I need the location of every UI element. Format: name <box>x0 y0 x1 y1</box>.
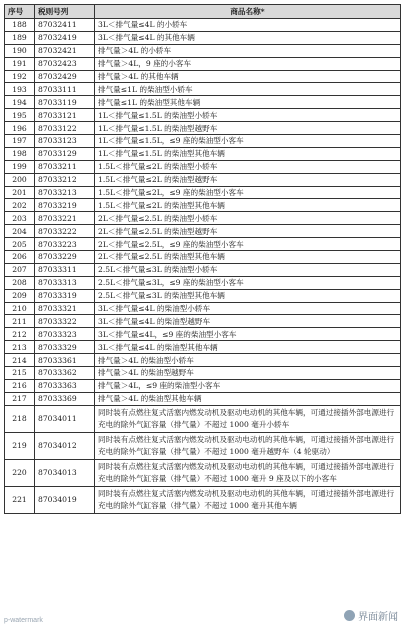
row-tariff-code: 87033361 <box>35 354 95 367</box>
row-index: 210 <box>5 302 35 315</box>
row-index: 198 <box>5 147 35 160</box>
row-tariff-code: 87033213 <box>35 186 95 199</box>
table-row <box>5 238 401 251</box>
table-row <box>5 367 401 380</box>
table-row <box>5 199 401 212</box>
row-tariff-code: 87034013 <box>35 459 95 486</box>
row-tariff-code: 87032429 <box>35 70 95 83</box>
table-row <box>5 186 401 199</box>
row-index: 193 <box>5 83 35 96</box>
row-tariff-code: 87033221 <box>35 212 95 225</box>
row-product-name: 排气量＞4L 的小轿车 <box>95 44 401 57</box>
table-row <box>5 44 401 57</box>
row-product-name: 排气量≤1L 的柴油型小轿车 <box>95 83 401 96</box>
row-product-name: 1L＜排气量≤1.5L，≤9 座的柴油型小客车 <box>95 135 401 148</box>
row-product-name: 1.5L＜排气量≤2L 的柴油型小轿车 <box>95 160 401 173</box>
row-tariff-code: 87033219 <box>35 199 95 212</box>
row-index: 215 <box>5 367 35 380</box>
row-tariff-code: 87034012 <box>35 432 95 459</box>
row-tariff-code: 87034011 <box>35 405 95 432</box>
row-index: 194 <box>5 96 35 109</box>
row-index: 213 <box>5 341 35 354</box>
row-product-name: 排气量＞4L 的柴油型小轿车 <box>95 354 401 367</box>
row-index: 221 <box>5 486 35 513</box>
table-row <box>5 459 401 486</box>
row-index: 188 <box>5 19 35 32</box>
table-row <box>5 432 401 459</box>
row-product-name: 1.5L＜排气量≤2L，≤9 座的柴油型小客车 <box>95 186 401 199</box>
table-row <box>5 379 401 392</box>
table-row <box>5 225 401 238</box>
row-tariff-code: 87033369 <box>35 392 95 405</box>
table-row <box>5 160 401 173</box>
row-index: 200 <box>5 173 35 186</box>
row-product-name: 同时装有点燃往复式活塞内燃发动机及驱动电动机的其他车辆，可通过接插外部电源进行充电的除外气缸容量（排气量）不超过 1000 毫升越野车（4 轮驱动） <box>95 432 401 459</box>
header-index: 序号 <box>5 5 35 19</box>
row-index: 196 <box>5 122 35 135</box>
row-index: 207 <box>5 263 35 276</box>
table-row <box>5 31 401 44</box>
row-tariff-code: 87033222 <box>35 225 95 238</box>
table-row <box>5 302 401 315</box>
table-row <box>5 486 401 513</box>
table-row <box>5 212 401 225</box>
row-product-name: 1L＜排气量≤1.5L 的柴油型小轿车 <box>95 109 401 122</box>
row-product-name: 1L＜排气量≤1.5L 的柴油型越野车 <box>95 122 401 135</box>
row-index: 202 <box>5 199 35 212</box>
header-tariff-code: 税则号列 <box>35 5 95 19</box>
watermark-text: 界面新闻 <box>358 612 398 623</box>
row-tariff-code: 87033111 <box>35 83 95 96</box>
row-tariff-code: 87033323 <box>35 328 95 341</box>
row-product-name: 排气量＞4L，≤9 座的柴油型小客车 <box>95 379 401 392</box>
row-index: 216 <box>5 379 35 392</box>
table-row <box>5 57 401 70</box>
row-index: 203 <box>5 212 35 225</box>
row-tariff-code: 87032411 <box>35 19 95 32</box>
row-index: 205 <box>5 238 35 251</box>
row-tariff-code: 87032423 <box>35 57 95 70</box>
table-row <box>5 70 401 83</box>
table-row <box>5 96 401 109</box>
row-tariff-code: 87033123 <box>35 135 95 148</box>
row-product-name: 2L＜排气量≤2.5L 的柴油型小轿车 <box>95 212 401 225</box>
row-product-name: 3L＜排气量≤4L 的柴油型其他车辆 <box>95 341 401 354</box>
row-tariff-code: 87033212 <box>35 173 95 186</box>
row-tariff-code: 87033363 <box>35 379 95 392</box>
tariff-table <box>4 4 401 514</box>
table-row <box>5 173 401 186</box>
watermark-logo-icon <box>344 610 355 621</box>
row-product-name: 1.5L＜排气量≤2L 的柴油型其他车辆 <box>95 199 401 212</box>
row-product-name: 排气量≤1L 的柴油型其他车辆 <box>95 96 401 109</box>
row-tariff-code: 87032419 <box>35 31 95 44</box>
row-product-name: 2L＜排气量≤2.5L，≤9 座的柴油型小客车 <box>95 238 401 251</box>
row-product-name: 3L＜排气量≤4L 的柴油型小轿车 <box>95 302 401 315</box>
table-row <box>5 19 401 32</box>
row-tariff-code: 87033362 <box>35 367 95 380</box>
row-tariff-code: 87033119 <box>35 96 95 109</box>
row-index: 199 <box>5 160 35 173</box>
row-tariff-code: 87033129 <box>35 147 95 160</box>
row-product-name: 同时装有点燃往复式活塞内燃发动机及驱动电动机的其他车辆，可通过接插外部电源进行充电的除外气缸容量（排气量）不超过 1000 毫升其他车辆 <box>95 486 401 513</box>
row-tariff-code: 87033329 <box>35 341 95 354</box>
table-row <box>5 135 401 148</box>
row-index: 204 <box>5 225 35 238</box>
row-index: 212 <box>5 328 35 341</box>
table-row <box>5 341 401 354</box>
source-mark: p-watermark <box>4 617 43 624</box>
row-tariff-code: 87033313 <box>35 276 95 289</box>
table-row <box>5 83 401 96</box>
header-product-name: 商品名称* <box>95 5 401 19</box>
row-product-name: 2.5L＜排气量≤3L，≤9 座的柴油型小客车 <box>95 276 401 289</box>
row-index: 219 <box>5 432 35 459</box>
table-header-row <box>5 5 401 19</box>
row-index: 191 <box>5 57 35 70</box>
row-index: 201 <box>5 186 35 199</box>
row-product-name: 2L＜排气量≤2.5L 的柴油型其他车辆 <box>95 251 401 264</box>
table-row <box>5 289 401 302</box>
row-product-name: 3L＜排气量≤4L 的小轿车 <box>95 19 401 32</box>
row-index: 189 <box>5 31 35 44</box>
table-body <box>5 19 401 514</box>
table-row <box>5 263 401 276</box>
row-tariff-code: 87033223 <box>35 238 95 251</box>
row-tariff-code: 87033121 <box>35 109 95 122</box>
row-index: 218 <box>5 405 35 432</box>
row-index: 214 <box>5 354 35 367</box>
table-row <box>5 315 401 328</box>
row-product-name: 排气量＞4L 的柴油型越野车 <box>95 367 401 380</box>
table-row <box>5 122 401 135</box>
row-index: 209 <box>5 289 35 302</box>
row-tariff-code: 87033211 <box>35 160 95 173</box>
row-index: 190 <box>5 44 35 57</box>
row-index: 220 <box>5 459 35 486</box>
table-row <box>5 354 401 367</box>
row-tariff-code: 87034019 <box>35 486 95 513</box>
row-product-name: 3L＜排气量≤4L 的其他车辆 <box>95 31 401 44</box>
row-product-name: 1L＜排气量≤1.5L 的柴油型其他车辆 <box>95 147 401 160</box>
row-product-name: 3L＜排气量≤4L，≤9 座的柴油型小客车 <box>95 328 401 341</box>
row-product-name: 3L＜排气量≤4L 的柴油型越野车 <box>95 315 401 328</box>
row-product-name: 1.5L＜排气量≤2L 的柴油型越野车 <box>95 173 401 186</box>
row-tariff-code: 87033229 <box>35 251 95 264</box>
row-tariff-code: 87033321 <box>35 302 95 315</box>
row-tariff-code: 87033122 <box>35 122 95 135</box>
row-index: 192 <box>5 70 35 83</box>
row-product-name: 排气量＞4L，9 座的小客车 <box>95 57 401 70</box>
watermark <box>344 608 398 623</box>
row-product-name: 2.5L＜排气量≤3L 的柴油型小轿车 <box>95 263 401 276</box>
row-product-name: 同时装有点燃往复式活塞内燃发动机及驱动电动机的其他车辆，可通过接插外部电源进行充电的除外气缸容量（排气量）不超过 1000 毫升小轿车 <box>95 405 401 432</box>
row-tariff-code: 87033319 <box>35 289 95 302</box>
row-tariff-code: 87032421 <box>35 44 95 57</box>
table-row <box>5 392 401 405</box>
row-index: 195 <box>5 109 35 122</box>
row-index: 211 <box>5 315 35 328</box>
row-index: 206 <box>5 251 35 264</box>
row-product-name: 2L＜排气量≤2.5L 的柴油型越野车 <box>95 225 401 238</box>
table-row <box>5 405 401 432</box>
row-product-name: 同时装有点燃往复式活塞内燃发动机及驱动电动机的其他车辆，可通过接插外部电源进行充电的除外气缸容量（排气量）不超过 1000 毫升 9 座及以下的小客车 <box>95 459 401 486</box>
row-index: 208 <box>5 276 35 289</box>
table-row <box>5 328 401 341</box>
row-tariff-code: 87033322 <box>35 315 95 328</box>
table-row <box>5 109 401 122</box>
table-row <box>5 276 401 289</box>
table-row <box>5 147 401 160</box>
row-product-name: 排气量＞4L 的柴油型其他车辆 <box>95 392 401 405</box>
row-index: 217 <box>5 392 35 405</box>
row-index: 197 <box>5 135 35 148</box>
row-product-name: 2.5L＜排气量≤3L 的柴油型其他车辆 <box>95 289 401 302</box>
table-row <box>5 251 401 264</box>
row-tariff-code: 87033311 <box>35 263 95 276</box>
row-product-name: 排气量＞4L 的其他车辆 <box>95 70 401 83</box>
